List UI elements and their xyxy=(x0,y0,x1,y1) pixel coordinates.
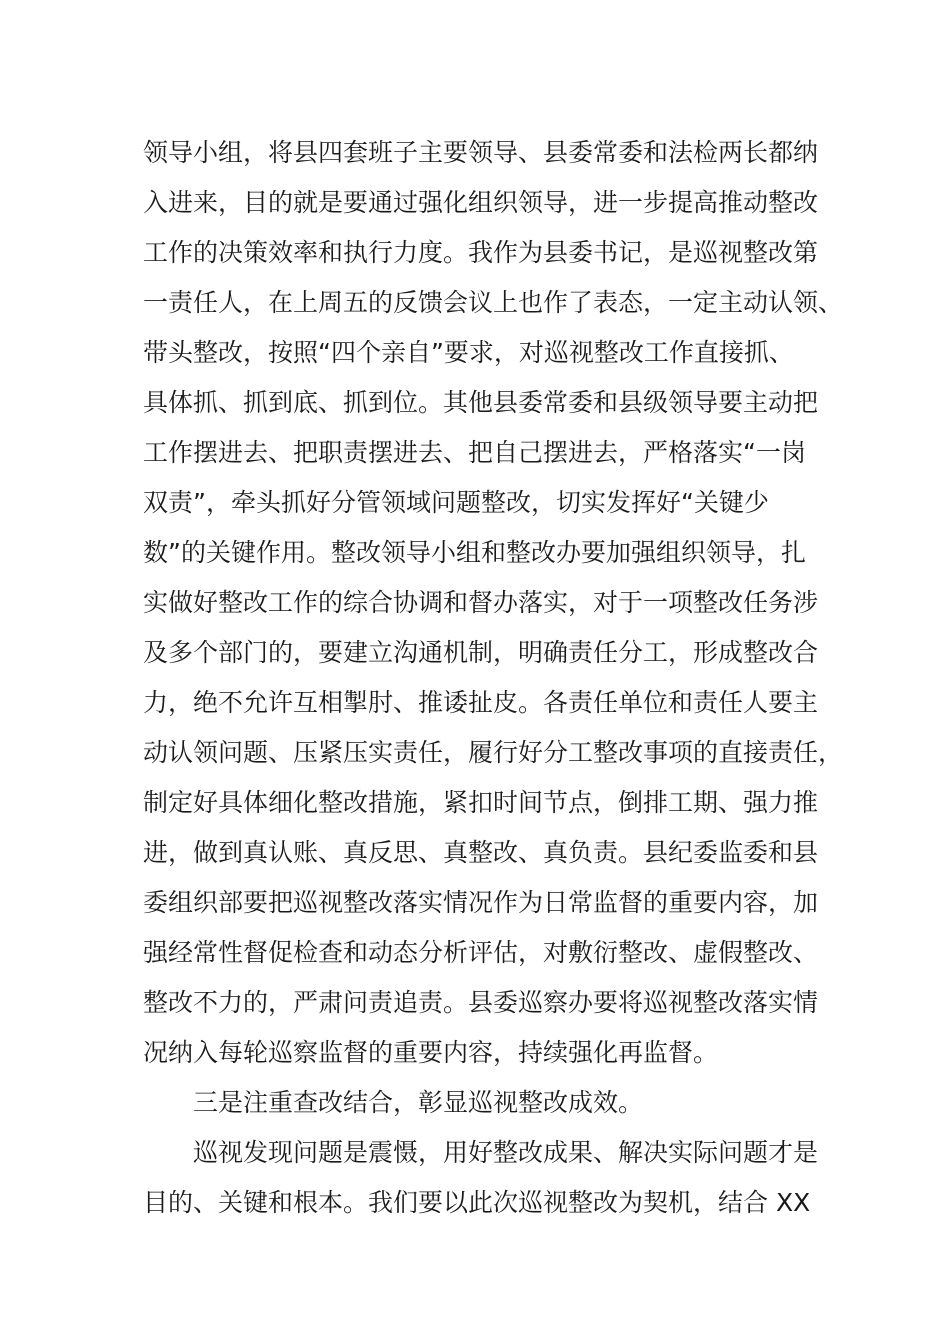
text-line: 动认领问题、压紧压实责任，履行好分工整改事项的直接责任， xyxy=(143,738,844,767)
text-line: 强经常性督促检查和动态分析评估，对敷衍整改、虚假整改、 xyxy=(143,938,819,967)
text-line: 进，做到真认账、真反思、真整改、真负责。县纪委监委和县 xyxy=(143,838,819,867)
text-line: 带头整改，按照“四个亲自”要求，对巡视整改工作直接抓、 xyxy=(143,338,794,367)
paragraph-responsibility xyxy=(143,128,844,1078)
text-line: 及多个部门的，要建立沟通机制，明确责任分工，形成整改合 xyxy=(143,638,819,667)
text-line: 力，绝不允许互相掣肘、推诿扯皮。各责任单位和责任人要主 xyxy=(143,688,819,717)
text-line: 数”的关键作用。整改领导小组和整改办要加强组织领导，扎 xyxy=(143,538,806,567)
text-line: 巡视发现问题是震慑，用好整改成果、解决实际问题才是 xyxy=(193,1138,819,1167)
text-line: 目的、关键和根本。我们要以此次巡视整改为契机，结合 XX xyxy=(143,1188,811,1217)
text-line: 双责”，牵头抓好分管领域问题整改，切实发挥好“关键少 xyxy=(143,488,769,517)
text-line: 整改不力的，严肃问责追责。县委巡察办要将巡视整改落实情 xyxy=(143,988,819,1017)
text-line: 实做好整改工作的综合协调和督办落实，对于一项整改任务涉 xyxy=(143,588,819,617)
paragraph-inspection xyxy=(143,1128,823,1228)
text-line: 一责任人，在上周五的反馈会议上也作了表态，一定主动认领、 xyxy=(143,288,844,317)
text-line: 制定好具体细化整改措施，紧扣时间节点，倒排工期、强力推 xyxy=(143,788,819,817)
text-line: 委组织部要把巡视整改落实情况作为日常监督的重要内容，加 xyxy=(143,888,819,917)
text-line: 工作摆进去、把职责摆进去、把自己摆进去，严格落实“一岗 xyxy=(143,438,806,467)
section-heading: 三是注重查改结合，彰显巡视整改成效。 xyxy=(193,1088,644,1117)
text-line: 况纳入每轮巡察监督的重要内容，持续强化再监督。 xyxy=(143,1038,719,1067)
document-body xyxy=(143,128,844,1228)
text-line: 领导小组，将县四套班子主要领导、县委常委和法检两长都纳 xyxy=(143,138,819,167)
text-line: 具体抓、抓到底、抓到位。其他县委常委和县级领导要主动把 xyxy=(143,388,819,417)
text-line: 入进来，目的就是要通过强化组织领导，进一步提高推动整改 xyxy=(143,188,819,217)
text-line: 工作的决策效率和执行力度。我作为县委书记，是巡视整改第 xyxy=(143,238,819,267)
